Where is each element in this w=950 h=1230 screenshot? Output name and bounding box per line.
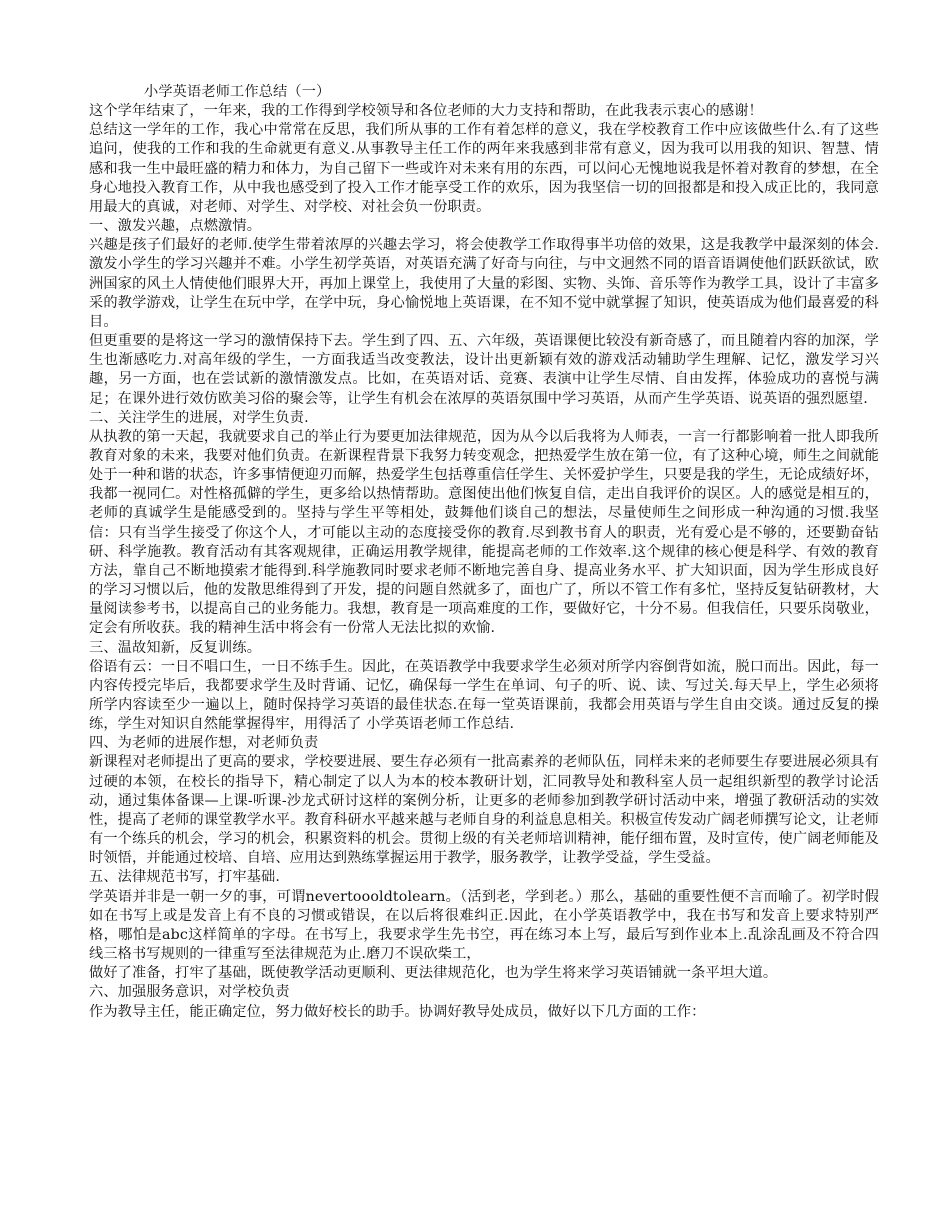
- section-heading: 六、加强服务意识，对学校负责: [89, 984, 290, 1001]
- section-heading: 四、为老师的进展作想，对老师负责: [89, 735, 319, 752]
- paragraph: 新课程对老师提出了更高的要求，学校要进展、要生存必须有一批高素养的老师队伍，同样未来的老师要生存要进展必须具有过硬的本领，在校长的指导下，精心制定了以人为本的校本教研计划，汇同教导处和教科室人员一起组织新型的教学讨论活动，通过集体备课—上课-听课-沙龙式研讨这样的案例分析，让更多的老师参加到教学研讨活动中来，增强了教研活动的实效性，提高了老师的课堂教学水平。教育科研水平越来越与老师自身的利益息息相关。积极宣传发动广阔老师撰写论文，让老师有一个练兵的机会，学习的机会，积累资料的机会。贯彻上级的有关老师培训精神，能仔细布置，及时宣传，使广阔老师能及时领悟，并能通过校培、自培、应用达到熟练掌握运用于教学，服务教学，让教学受益，学生受益。: [89, 754, 879, 867]
- paragraph: 做好了准备，打牢了基础，既使教学活动更顺利、更法律规范化，也为学生将来学习英语铺就一条平坦大道。: [89, 965, 778, 982]
- document-title: 小学英语老师工作总结（一）: [144, 84, 331, 100]
- section-heading: 三、温故知新，反复训练。: [89, 639, 262, 656]
- section-heading: 一、激发兴趣，点燃激情。: [89, 218, 262, 235]
- paragraph: 学英语并非是一朝一夕的事，可谓nevertoooldtolearn。（活到老，学到老。）那么，基础的重要性便不言而喻了。初学时假如在书写上或是发音上有不良的习惯或错误，在以后将很难纠正.因此，在小学英语教学中，我在书写和发音上要求特别严格，哪怕是abc这样简单的字母。在书写上，我要求学生先书空，再在练习本上写，最后写到作业本上.乱涂乱画及不符合四线三格书写规则的一律重写至法律规范为止.磨刀不误砍柴工，: [89, 888, 879, 963]
- paragraph: 从执教的第一天起，我就要求自己的举止行为要更加法律规范，因为从今以后我将为人师表，一言一行都影响着一批人即我所教育对象的未来，我要对他们负责。在新课程背景下我努力转变观念，把热爱学生放在第一位，有了这种心境，师生之间就能处于一种和谐的状态，许多事情便迎刃而解，热爱学生包括尊重信任学生、关怀爱护学生，只要是我的学生，无论成绩好坏，我都一视同仁。对性格孤僻的学生，更多给以热情帮助。意图使出他们恢复自信，走出自我评价的误区。人的感觉是相互的，老师的真诚学生是能感受到的。坚持与学生平等相处，鼓舞他们谈自己的想法，尽量使师生之间形成一种沟通的习惯.我坚信：只有当学生接受了你这个人，才可能以主动的态度接受你的教育.尽到教书育人的职责，光有爱心是不够的，还要勤奋钻研、科学施教。教育活动有其客观规律，正确运用教学规律，能提高老师的工作效率.这个规律的核心便是科学、有效的教育方法，靠自己不断地摸索才能得到.科学施教同时要求老师不断地完善自身、提高业务水平、扩大知识面，因为学生形成良好的学习习惯以后，他的发散思维得到了开发，提的问题自然就多了，面也广了，所以不管工作有多忙，坚持反复钻研教材，大量阅读参考书，以提高自己的业务能力。我想，教育是一项高难度的工作，要做好它，十分不易。但我信任，只要乐岗敬业，定会有所收获。我的精神生活中将会有一份常人无法比拟的欢愉.: [89, 428, 879, 637]
- paragraph: 兴趣是孩子们最好的老师.使学生带着浓厚的兴趣去学习，将会使教学工作取得事半功倍的效果，这是我教学中最深刻的体会.激发小学生的学习兴趣并不难。小学生初学英语，对英语充满了好奇与向往，与中文迥然不同的语音语调使他们跃跃欲试，欧洲国家的风土人情使他们眼界大开，再加上课堂上，我使用了大量的彩图、实物、头饰、音乐等作为教学工具，设计了丰富多采的教学游戏，让学生在玩中学，在学中玩，身心愉悦地上英语课，在不知不觉中就掌握了知识，使英语成为他们最喜爱的科目。: [89, 237, 879, 330]
- paragraph: 这个学年结束了，一年来，我的工作得到学校领导和各位老师的大力支持和帮助，在此我表示衷心的感谢！: [89, 103, 763, 120]
- paragraph: 俗语有云：一日不唱口生，一日不练手生。因此，在英语教学中我要求学生必须对所学内容倒背如流，脱口而出。因此，每一内容传授完毕后，我都要求学生及时背诵、记忆，确保每一学生在单词、句子的听、说、读、写过关.每天早上，学生必须将所学内容读至少一遍以上，随时保持学习英语的最佳状态.在每一堂英语课前，我都会用英语与学生自由交谈。通过反复的操练，学生对知识自然能掌握得牢，用得活了 小学英语老师工作总结.: [89, 658, 879, 733]
- paragraph: 作为教导主任，能正确定位，努力做好校长的助手。协调好教导处成员，做好以下几方面的工作：: [89, 1003, 706, 1020]
- section-heading: 五、法律规范书写，打牢基础.: [89, 869, 281, 886]
- section-heading: 二、关注学生的进展，对学生负责.: [89, 409, 309, 426]
- document-body: [89, 83, 879, 1022]
- paragraph: 但更重要的是将这一学习的激情保持下去。学生到了四、五、六年级，英语课便比较没有新奇感了，而且随着内容的加深，学生也渐感吃力.对高年级的学生，一方面我适当改变教法，设计出更新颖有效的游戏活动辅助学生理解、记忆，激发学习兴趣，另一方面，也在尝试新的激情激发点。比如，在英语对话、竞赛、表演中让学生尽情、自由发挥，体验成功的喜悦与满足；在课外进行效仿欧美习俗的聚会等，让学生有机会在浓厚的英语氛围中学习英语，从而产生学英语、说英语的强烈愿望.: [89, 333, 879, 407]
- paragraph: 总结这一学年的工作，我心中常常在反思，我们所从事的工作有着怎样的意义，我在学校教育工作中应该做些什么.有了这些追问，使我的工作和我的生命就更有意义.从事教导主任工作的两年来我感到非常有意义，因为我可以用我的知识、智慧、情感和我一生中最旺盛的精力和体力，为自己留下一些或许对未来有用的东西，可以问心无愧地说我是怀着对教育的梦想，在全身心地投入教育工作，从中我也感受到了投入工作才能享受工作的欢乐，因为我坚信一切的回报都是和投入成正比的，我同意用最大的真诚，对老师、对学生、对学校、对社会负一份职责。: [89, 122, 879, 215]
